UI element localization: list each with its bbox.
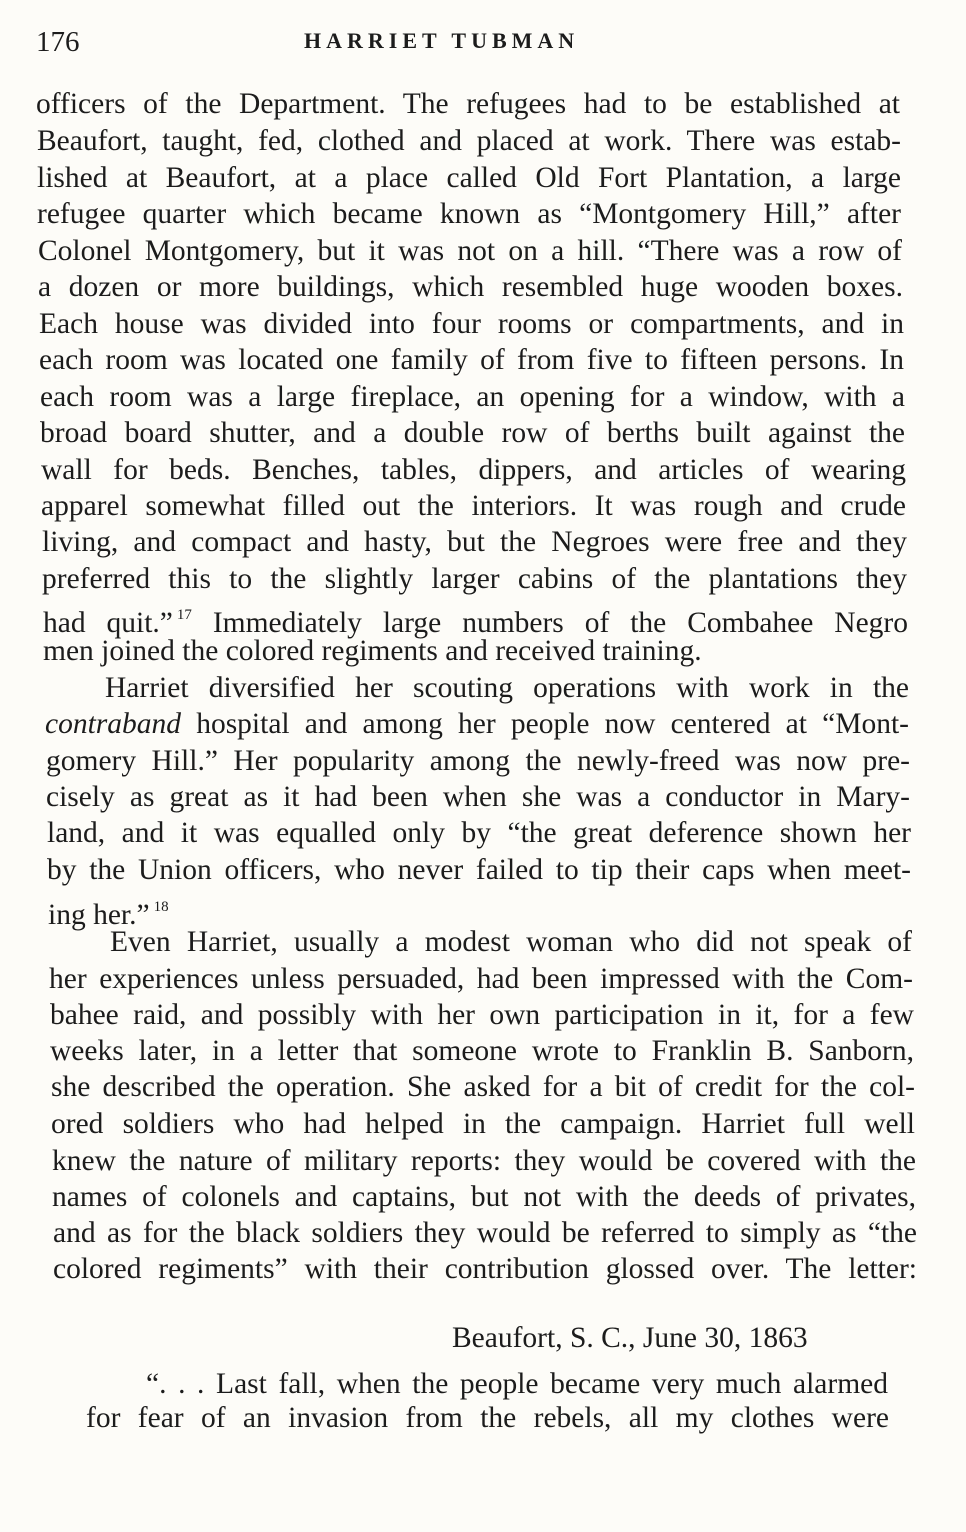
- text-line: a dozen or more buildings, which resembled huge wooden boxes.: [38, 271, 903, 303]
- page-header: [36, 22, 906, 62]
- text-line: she described the operation. She asked for a bit of credit for the col-: [51, 1071, 915, 1103]
- text-fragment: ing her.”: [48, 899, 150, 931]
- footnote-marker: 17: [176, 607, 192, 623]
- text-line: Each house was divided into four rooms or compartments, and in: [39, 308, 904, 340]
- text-line: Harriet diversified her scouting operations with work in the: [105, 672, 909, 704]
- text-fragment: had quit.”: [43, 607, 173, 639]
- text-line: men joined the colored regiments and received training.: [43, 635, 702, 667]
- text-line: by the Union officers, who never failed to tip their caps when meet-: [47, 854, 911, 886]
- letter-dateline: Beaufort, S. C., June 30, 1863: [452, 1322, 808, 1354]
- page-number: 176: [36, 26, 80, 58]
- text-line: knew the nature of military reports: they would be covered with the: [52, 1145, 916, 1177]
- text-line: colored regiments” with their contribution glossed over. The letter:: [53, 1253, 917, 1285]
- text-line: Beaufort, taught, fed, clothed and placed at work. There was estab-: [37, 125, 901, 157]
- footnote-marker: 18: [153, 899, 169, 915]
- text-line: officers of the Department. The refugees had to be established at: [36, 88, 900, 120]
- text-line: bahee raid, and possibly with her own participation in it, for a few: [50, 999, 914, 1031]
- text-line: preferred this to the slightly larger cabins of the plantations they: [42, 563, 907, 595]
- text-line: apparel somewhat filled out the interiors. It was rough and crude: [41, 490, 906, 522]
- text-line: gomery Hill.” Her popularity among the newly-freed was now pre-: [46, 745, 910, 777]
- text-line: Colonel Montgomery, but it was not on a hill. “There was a row of: [38, 235, 902, 267]
- text-line: and as for the black soldiers they would be referred to simply as “the: [53, 1217, 917, 1249]
- text-line: Even Harriet, usually a modest woman who did not speak of: [110, 926, 912, 958]
- text-line: names of colonels and captains, but not with the deeds of privates,: [52, 1181, 916, 1213]
- text-line: weeks later, in a letter that someone wrote to Franklin B. Sanborn,: [50, 1035, 914, 1067]
- text-fragment: hospital and among her people now centered at “Mont-: [196, 708, 909, 740]
- text-line: each room was a large fireplace, an opening for a window, with a: [40, 381, 905, 413]
- text-line: refugee quarter which became known as “Montgomery Hill,” after: [37, 198, 901, 230]
- text-line: each room was located one family of from five to fifteen persons. In: [39, 344, 904, 376]
- text-line: her experiences unless persuaded, had been impressed with the Com-: [49, 963, 913, 995]
- italic-word: contraband: [45, 708, 182, 740]
- text-line: ored soldiers who had helped in the campaign. Harriet full well: [51, 1108, 915, 1140]
- text-line: [45, 706, 909, 742]
- text-line: land, and it was equalled only by “the great deference shown her: [47, 817, 911, 849]
- letter-line: for fear of an invasion from the rebels, all my clothes were: [86, 1402, 889, 1434]
- running-head: HARRIET TUBMAN: [304, 28, 580, 53]
- letter-line: “. . . Last fall, when the people became very much alarmed: [146, 1368, 888, 1400]
- text-line: broad board shutter, and a double row of berths built against the: [40, 417, 905, 449]
- text-line: living, and compact and hasty, but the Negroes were free and they: [42, 526, 907, 558]
- text-line: wall for beds. Benches, tables, dippers, and articles of wearing: [41, 454, 906, 486]
- text-fragment: Immediately large numbers of the Combahee Negro: [212, 607, 908, 639]
- text-line: cisely as great as it had been when she was a conductor in Mary-: [46, 781, 910, 813]
- text-line: lished at Beaufort, at a place called Old Fort Plantation, a large: [37, 162, 901, 194]
